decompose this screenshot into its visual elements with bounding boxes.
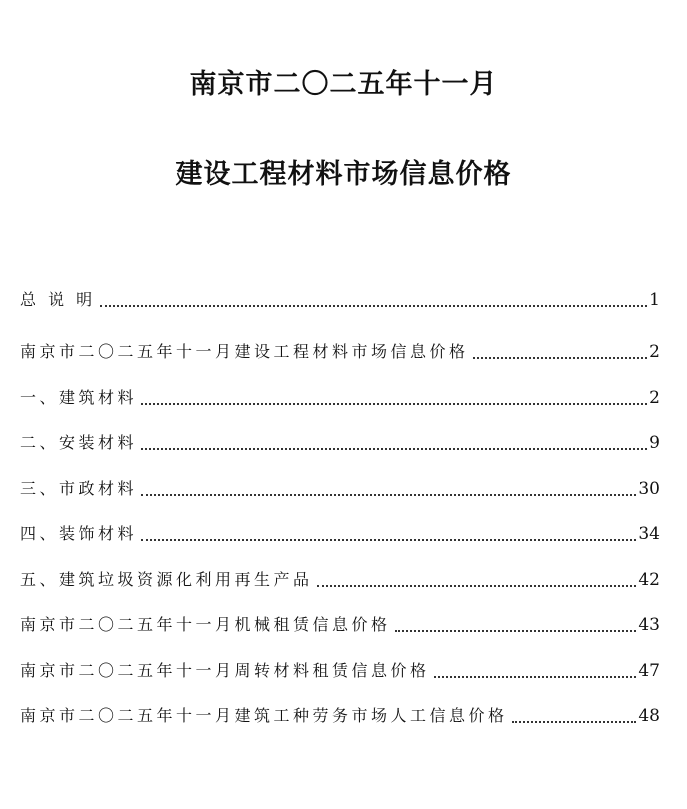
toc-entry[interactable] bbox=[20, 264, 660, 316]
toc-entry-page: 9 bbox=[649, 433, 660, 453]
toc-entry[interactable] bbox=[20, 641, 660, 687]
toc-entry-page: 34 bbox=[638, 524, 660, 544]
toc-entry-page: 2 bbox=[649, 342, 660, 362]
toc-entry[interactable] bbox=[20, 687, 660, 733]
toc-entry-label: 南京市二〇二五年十一月机械租赁信息价格 bbox=[20, 615, 391, 634]
table-of-contents bbox=[20, 264, 660, 732]
toc-entry-page: 48 bbox=[638, 706, 660, 726]
toc-leader-dots bbox=[141, 403, 647, 405]
toc-leader-dots bbox=[473, 357, 648, 359]
toc-entry[interactable] bbox=[20, 316, 660, 368]
toc-entry-label: 四、装饰材料 bbox=[20, 524, 138, 543]
toc-entry-page: 47 bbox=[638, 660, 660, 681]
document-title-line1: 南京市二〇二五年十一月 bbox=[189, 69, 498, 100]
toc-entry-label: 一、建筑材料 bbox=[20, 387, 138, 407]
toc-entry[interactable] bbox=[20, 414, 660, 460]
toc-entry[interactable] bbox=[20, 550, 660, 596]
toc-leader-dots bbox=[100, 305, 647, 307]
toc-entry-label: 总 说 明 bbox=[20, 290, 96, 309]
toc-entry-page: 42 bbox=[638, 569, 660, 590]
toc-entry[interactable] bbox=[20, 505, 660, 551]
toc-leader-dots bbox=[395, 630, 637, 632]
toc-entry-label: 三、市政材料 bbox=[20, 478, 138, 498]
toc-entry-label: 二、安装材料 bbox=[20, 433, 138, 452]
toc-entry-page: 2 bbox=[649, 387, 660, 408]
toc-leader-dots bbox=[141, 539, 636, 541]
toc-entry-label: 南京市二〇二五年十一月周转材料租赁信息价格 bbox=[20, 660, 430, 680]
toc-entry-label: 五、建筑垃圾资源化利用再生产品 bbox=[20, 569, 313, 589]
document-title-line2: 建设工程材料市场信息价格 bbox=[175, 159, 512, 190]
toc-leader-dots bbox=[434, 676, 637, 678]
toc-entry[interactable] bbox=[20, 459, 660, 505]
toc-entry[interactable] bbox=[20, 368, 660, 414]
toc-entry-label: 南京市二〇二五年十一月建设工程材料市场信息价格 bbox=[20, 342, 469, 361]
toc-entry-label: 南京市二〇二五年十一月建筑工种劳务市场人工信息价格 bbox=[20, 706, 508, 725]
toc-leader-dots bbox=[317, 585, 637, 587]
toc-leader-dots bbox=[141, 448, 647, 450]
toc-entry-page: 43 bbox=[638, 615, 660, 635]
toc-leader-dots bbox=[512, 721, 637, 723]
toc-entry-page: 1 bbox=[649, 290, 660, 310]
toc-entry[interactable] bbox=[20, 596, 660, 642]
toc-leader-dots bbox=[141, 494, 636, 496]
toc-entry-page: 30 bbox=[638, 478, 660, 499]
